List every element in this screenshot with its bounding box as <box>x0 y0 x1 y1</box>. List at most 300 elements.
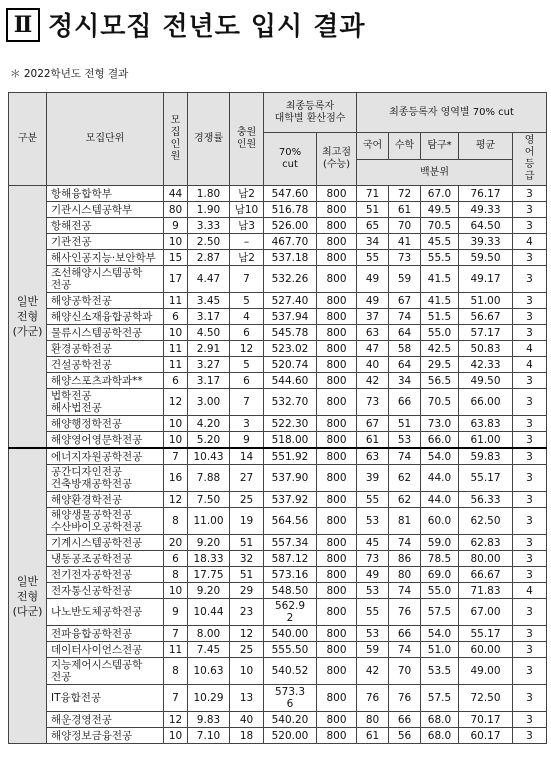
english-cell: 3 <box>513 567 547 583</box>
korean-cell: 51 <box>357 202 389 218</box>
quota-cell: 15 <box>164 250 188 266</box>
avg-cell: 60.00 <box>459 642 513 658</box>
korean-cell: 67 <box>357 416 389 432</box>
korean-cell: 34 <box>357 234 389 250</box>
table-row <box>9 309 547 325</box>
quota-cell: 6 <box>164 551 188 567</box>
header-area-group: 최종등록자 영역별 70% cut <box>357 93 547 133</box>
english-cell: 3 <box>513 599 547 626</box>
page-title: 정시모집 전년도 입시 결과 <box>48 12 366 42</box>
unit-cell: 항해전공 <box>47 218 164 234</box>
table-row <box>9 341 547 357</box>
quota-cell: 12 <box>164 492 188 508</box>
header-percentile: 백분위 <box>357 160 513 186</box>
math-cell: 73 <box>389 250 421 266</box>
math-cell: 72 <box>389 186 421 202</box>
avg-cell: 56.67 <box>459 309 513 325</box>
added-cell: 5 <box>230 293 264 309</box>
table-row <box>9 535 547 551</box>
ratio-cell: 2.87 <box>188 250 230 266</box>
korean-cell: 63 <box>357 325 389 341</box>
inquiry-cell: 51.5 <box>421 309 459 325</box>
avg-cell: 63.83 <box>459 416 513 432</box>
inquiry-cell: 59.0 <box>421 535 459 551</box>
cut70-cell: 587.12 <box>264 551 317 567</box>
korean-cell: 61 <box>357 728 389 744</box>
ratio-cell: 5.20 <box>188 432 230 449</box>
inquiry-cell: 49.5 <box>421 202 459 218</box>
ratio-cell: 9.20 <box>188 583 230 599</box>
added-cell: 12 <box>230 341 264 357</box>
korean-cell: 53 <box>357 626 389 642</box>
added-cell: 5 <box>230 357 264 373</box>
cut70-cell: 537.90 <box>264 465 317 492</box>
unit-cell: 전자통신공학전공 <box>47 583 164 599</box>
inquiry-cell: 66.0 <box>421 432 459 449</box>
english-cell: 3 <box>513 416 547 432</box>
added-cell: 19 <box>230 508 264 535</box>
ratio-cell: 3.33 <box>188 218 230 234</box>
korean-cell: 55 <box>357 599 389 626</box>
unit-cell: 해양신소재융합공학과 <box>47 309 164 325</box>
ratio-cell: 3.00 <box>188 389 230 416</box>
quota-cell: 44 <box>164 186 188 202</box>
cut70-cell: 540.20 <box>264 712 317 728</box>
cut70-cell: 573.16 <box>264 567 317 583</box>
max-cell: 800 <box>317 642 357 658</box>
english-cell: 3 <box>513 250 547 266</box>
avg-cell: 59.83 <box>459 448 513 465</box>
table-row <box>9 432 547 449</box>
quota-cell: 20 <box>164 535 188 551</box>
math-cell: 74 <box>389 309 421 325</box>
unit-cell: 데이터사이언스전공 <box>47 642 164 658</box>
inquiry-cell: 44.0 <box>421 465 459 492</box>
unit-cell: 공간디자인전공 건축방재공학전공 <box>47 465 164 492</box>
quota-cell: 6 <box>164 309 188 325</box>
cut70-cell: 523.02 <box>264 341 317 357</box>
ratio-cell: 1.90 <box>188 202 230 218</box>
max-cell: 800 <box>317 218 357 234</box>
korean-cell: 49 <box>357 567 389 583</box>
english-cell: 4 <box>513 357 547 373</box>
added-cell: 27 <box>230 465 264 492</box>
table-row <box>9 626 547 642</box>
avg-cell: 49.17 <box>459 266 513 293</box>
header-math: 수학 <box>389 133 421 160</box>
inquiry-cell: 70.5 <box>421 389 459 416</box>
ratio-cell: 9.20 <box>188 535 230 551</box>
korean-cell: 59 <box>357 642 389 658</box>
avg-cell: 39.33 <box>459 234 513 250</box>
inquiry-cell: 70.5 <box>421 218 459 234</box>
math-cell: 81 <box>389 508 421 535</box>
added-cell: 18 <box>230 728 264 744</box>
avg-cell: 51.00 <box>459 293 513 309</box>
avg-cell: 66.00 <box>459 389 513 416</box>
english-cell: 3 <box>513 626 547 642</box>
korean-cell: 40 <box>357 357 389 373</box>
max-cell: 800 <box>317 357 357 373</box>
cut70-cell: 537.18 <box>264 250 317 266</box>
unit-cell: 기관시스템공학부 <box>47 202 164 218</box>
table-row <box>9 567 547 583</box>
max-cell: 800 <box>317 202 357 218</box>
added-cell: 남2 <box>230 186 264 202</box>
inquiry-cell: 41.5 <box>421 266 459 293</box>
max-cell: 800 <box>317 658 357 685</box>
avg-cell: 62.83 <box>459 535 513 551</box>
korean-cell: 39 <box>357 465 389 492</box>
unit-cell: 법학전공 해사법전공 <box>47 389 164 416</box>
max-cell: 800 <box>317 583 357 599</box>
cut70-cell: 540.00 <box>264 626 317 642</box>
unit-cell: 기관전공 <box>47 234 164 250</box>
inquiry-cell: 57.5 <box>421 685 459 712</box>
quota-cell: 9 <box>164 599 188 626</box>
avg-cell: 71.83 <box>459 583 513 599</box>
english-cell: 3 <box>513 448 547 465</box>
quota-cell: 10 <box>164 416 188 432</box>
max-cell: 800 <box>317 250 357 266</box>
header-unit: 모집단위 <box>47 93 164 186</box>
ratio-cell: 11.00 <box>188 508 230 535</box>
math-cell: 51 <box>389 416 421 432</box>
avg-cell: 72.50 <box>459 685 513 712</box>
table-row <box>9 186 547 202</box>
cut70-cell: 532.26 <box>264 266 317 293</box>
table-row <box>9 642 547 658</box>
added-cell: 25 <box>230 642 264 658</box>
table-row <box>9 448 547 465</box>
added-cell: 6 <box>230 373 264 389</box>
avg-cell: 55.17 <box>459 465 513 492</box>
cut70-cell: 537.94 <box>264 309 317 325</box>
inquiry-cell: 54.0 <box>421 448 459 465</box>
avg-cell: 62.50 <box>459 508 513 535</box>
korean-cell: 65 <box>357 218 389 234</box>
avg-cell: 57.17 <box>459 325 513 341</box>
inquiry-cell: 45.5 <box>421 234 459 250</box>
avg-cell: 60.17 <box>459 728 513 744</box>
english-cell: 3 <box>513 658 547 685</box>
inquiry-cell: 54.0 <box>421 626 459 642</box>
added-cell: 남10 <box>230 202 264 218</box>
cut70-cell: 540.52 <box>264 658 317 685</box>
inquiry-cell: 55.0 <box>421 583 459 599</box>
cut70-cell: 548.50 <box>264 583 317 599</box>
english-cell: 4 <box>513 583 547 599</box>
quota-cell: 11 <box>164 642 188 658</box>
avg-cell: 49.00 <box>459 658 513 685</box>
added-cell: 13 <box>230 685 264 712</box>
table-row <box>9 250 547 266</box>
avg-cell: 70.17 <box>459 712 513 728</box>
header-group: 구분 <box>9 93 47 186</box>
quota-cell: 9 <box>164 218 188 234</box>
ratio-cell: 7.88 <box>188 465 230 492</box>
korean-cell: 42 <box>357 658 389 685</box>
added-cell: 남3 <box>230 218 264 234</box>
math-cell: 64 <box>389 357 421 373</box>
ratio-cell: 10.63 <box>188 658 230 685</box>
math-cell: 56 <box>389 728 421 744</box>
unit-cell: 해양환경학전공 <box>47 492 164 508</box>
math-cell: 53 <box>389 432 421 449</box>
max-cell: 800 <box>317 373 357 389</box>
ratio-cell: 18.33 <box>188 551 230 567</box>
english-cell: 3 <box>513 685 547 712</box>
cut70-cell: 522.30 <box>264 416 317 432</box>
header-english: 영 어 등 급 <box>513 133 547 186</box>
math-cell: 61 <box>389 202 421 218</box>
math-cell: 76 <box>389 685 421 712</box>
header-max: 최고점 (수능) <box>317 133 357 186</box>
math-cell: 74 <box>389 583 421 599</box>
added-cell: 남2 <box>230 250 264 266</box>
english-cell: 3 <box>513 266 547 293</box>
korean-cell: 53 <box>357 583 389 599</box>
math-cell: 66 <box>389 712 421 728</box>
quota-cell: 12 <box>164 712 188 728</box>
inquiry-cell: 51.0 <box>421 642 459 658</box>
korean-cell: 49 <box>357 266 389 293</box>
max-cell: 800 <box>317 432 357 449</box>
inquiry-cell: 78.5 <box>421 551 459 567</box>
quota-cell: 7 <box>164 626 188 642</box>
table-row <box>9 266 547 293</box>
english-cell: 3 <box>513 712 547 728</box>
math-cell: 66 <box>389 389 421 416</box>
max-cell: 800 <box>317 551 357 567</box>
quota-cell: 7 <box>164 448 188 465</box>
max-cell: 800 <box>317 266 357 293</box>
quota-cell: 10 <box>164 234 188 250</box>
max-cell: 800 <box>317 448 357 465</box>
ratio-cell: 7.50 <box>188 492 230 508</box>
ratio-cell: 10.43 <box>188 448 230 465</box>
max-cell: 800 <box>317 599 357 626</box>
english-cell: 4 <box>513 234 547 250</box>
unit-cell: 해운경영전공 <box>47 712 164 728</box>
added-cell: 10 <box>230 658 264 685</box>
header-quota: 모 집 인 원 <box>164 93 188 186</box>
table-row <box>9 218 547 234</box>
cut70-cell: 545.78 <box>264 325 317 341</box>
max-cell: 800 <box>317 309 357 325</box>
ratio-cell: 10.44 <box>188 599 230 626</box>
unit-cell: 해사인공지능·보안학부 <box>47 250 164 266</box>
inquiry-cell: 68.0 <box>421 728 459 744</box>
avg-cell: 49.33 <box>459 202 513 218</box>
inquiry-cell: 44.0 <box>421 492 459 508</box>
cut70-cell: 547.60 <box>264 186 317 202</box>
header-avg: 평균 <box>459 133 513 160</box>
added-cell: 32 <box>230 551 264 567</box>
avg-cell: 67.00 <box>459 599 513 626</box>
added-cell: 7 <box>230 389 264 416</box>
korean-cell: 55 <box>357 492 389 508</box>
english-cell: 3 <box>513 293 547 309</box>
korean-cell: 42 <box>357 373 389 389</box>
table-row <box>9 465 547 492</box>
english-cell: 3 <box>513 508 547 535</box>
quota-cell: 8 <box>164 658 188 685</box>
table-row <box>9 202 547 218</box>
ratio-cell: 10.29 <box>188 685 230 712</box>
added-cell: 23 <box>230 599 264 626</box>
english-cell: 3 <box>513 389 547 416</box>
quota-cell: 11 <box>164 341 188 357</box>
inquiry-cell: 67.0 <box>421 186 459 202</box>
ratio-cell: 2.50 <box>188 234 230 250</box>
avg-cell: 64.50 <box>459 218 513 234</box>
avg-cell: 50.83 <box>459 341 513 357</box>
max-cell: 800 <box>317 293 357 309</box>
added-cell: 40 <box>230 712 264 728</box>
unit-cell: 나노반도체공학전공 <box>47 599 164 626</box>
unit-cell: 해양스포츠과학과** <box>47 373 164 389</box>
cut70-cell: 557.34 <box>264 535 317 551</box>
max-cell: 800 <box>317 492 357 508</box>
korean-cell: 63 <box>357 448 389 465</box>
max-cell: 800 <box>317 508 357 535</box>
header-score-group: 최종등록자 대학별 환산점수 <box>264 93 357 133</box>
ratio-cell: 3.27 <box>188 357 230 373</box>
avg-cell: 80.00 <box>459 551 513 567</box>
inquiry-cell: 42.5 <box>421 341 459 357</box>
inquiry-cell: 57.5 <box>421 599 459 626</box>
table-row <box>9 599 547 626</box>
korean-cell: 45 <box>357 535 389 551</box>
avg-cell: 66.67 <box>459 567 513 583</box>
table-row <box>9 389 547 416</box>
ratio-cell: 17.75 <box>188 567 230 583</box>
unit-cell: 냉동공조공학전공 <box>47 551 164 567</box>
korean-cell: 76 <box>357 685 389 712</box>
math-cell: 86 <box>389 551 421 567</box>
math-cell: 41 <box>389 234 421 250</box>
inquiry-cell: 68.0 <box>421 712 459 728</box>
english-cell: 3 <box>513 728 547 744</box>
added-cell: 29 <box>230 583 264 599</box>
ratio-cell: 3.17 <box>188 309 230 325</box>
unit-cell: IT융합전공 <box>47 685 164 712</box>
cut70-cell: 532.70 <box>264 389 317 416</box>
unit-cell: 에너지자원공학전공 <box>47 448 164 465</box>
unit-cell: 전파융합공학전공 <box>47 626 164 642</box>
quota-cell: 10 <box>164 432 188 449</box>
cut70-cell: 555.50 <box>264 642 317 658</box>
english-cell: 3 <box>513 373 547 389</box>
quota-cell: 11 <box>164 357 188 373</box>
unit-cell: 지능제어시스템공학 전공 <box>47 658 164 685</box>
english-cell: 3 <box>513 325 547 341</box>
korean-cell: 71 <box>357 186 389 202</box>
math-cell: 66 <box>389 626 421 642</box>
added-cell: 9 <box>230 432 264 449</box>
ratio-cell: 1.80 <box>188 186 230 202</box>
added-cell: 4 <box>230 309 264 325</box>
ratio-cell: 9.83 <box>188 712 230 728</box>
table-row <box>9 583 547 599</box>
english-cell: 3 <box>513 202 547 218</box>
inquiry-cell: 29.5 <box>421 357 459 373</box>
korean-cell: 49 <box>357 293 389 309</box>
unit-cell: 해양영어영문학전공 <box>47 432 164 449</box>
ratio-cell: 8.00 <box>188 626 230 642</box>
korean-cell: 47 <box>357 341 389 357</box>
cut70-cell: 520.74 <box>264 357 317 373</box>
quota-cell: 12 <box>164 389 188 416</box>
max-cell: 800 <box>317 685 357 712</box>
math-cell: 59 <box>389 266 421 293</box>
unit-cell: 해양생물공학전공 수산바이오공학전공 <box>47 508 164 535</box>
math-cell: 62 <box>389 492 421 508</box>
avg-cell: 59.50 <box>459 250 513 266</box>
table-row <box>9 508 547 535</box>
unit-cell: 조선해양시스템공학 전공 <box>47 266 164 293</box>
inquiry-cell: 60.0 <box>421 508 459 535</box>
header-ratio: 경쟁률 <box>188 93 230 186</box>
unit-cell: 해양공학전공 <box>47 293 164 309</box>
added-cell: 6 <box>230 325 264 341</box>
inquiry-cell: 56.5 <box>421 373 459 389</box>
unit-cell: 해양정보금융전공 <box>47 728 164 744</box>
added-cell: – <box>230 234 264 250</box>
unit-cell: 전기전자공학전공 <box>47 567 164 583</box>
math-cell: 58 <box>389 341 421 357</box>
quota-cell: 11 <box>164 293 188 309</box>
table-row <box>9 234 547 250</box>
added-cell: 14 <box>230 448 264 465</box>
math-cell: 74 <box>389 642 421 658</box>
cut70-cell: 551.92 <box>264 448 317 465</box>
table-row <box>9 685 547 712</box>
avg-cell: 56.33 <box>459 492 513 508</box>
avg-cell: 42.33 <box>459 357 513 373</box>
ratio-cell: 3.17 <box>188 373 230 389</box>
unit-cell: 환경공학전공 <box>47 341 164 357</box>
english-cell: 3 <box>513 186 547 202</box>
math-cell: 76 <box>389 599 421 626</box>
max-cell: 800 <box>317 567 357 583</box>
math-cell: 74 <box>389 535 421 551</box>
cut70-cell: 562.9 2 <box>264 599 317 626</box>
english-cell: 4 <box>513 341 547 357</box>
group-label: 일반 전형 (가군) <box>9 186 47 449</box>
avg-cell: 55.17 <box>459 626 513 642</box>
math-cell: 34 <box>389 373 421 389</box>
table-row <box>9 357 547 373</box>
inquiry-cell: 55.5 <box>421 250 459 266</box>
math-cell: 80 <box>389 567 421 583</box>
avg-cell: 76.17 <box>459 186 513 202</box>
cut70-cell: 526.00 <box>264 218 317 234</box>
max-cell: 800 <box>317 389 357 416</box>
quota-cell: 10 <box>164 728 188 744</box>
inquiry-cell: 55.0 <box>421 325 459 341</box>
quota-cell: 10 <box>164 325 188 341</box>
avg-cell: 49.50 <box>459 373 513 389</box>
english-cell: 3 <box>513 309 547 325</box>
table-row <box>9 325 547 341</box>
max-cell: 800 <box>317 416 357 432</box>
table-row <box>9 373 547 389</box>
english-cell: 3 <box>513 432 547 449</box>
korean-cell: 80 <box>357 712 389 728</box>
page-header <box>6 6 365 43</box>
